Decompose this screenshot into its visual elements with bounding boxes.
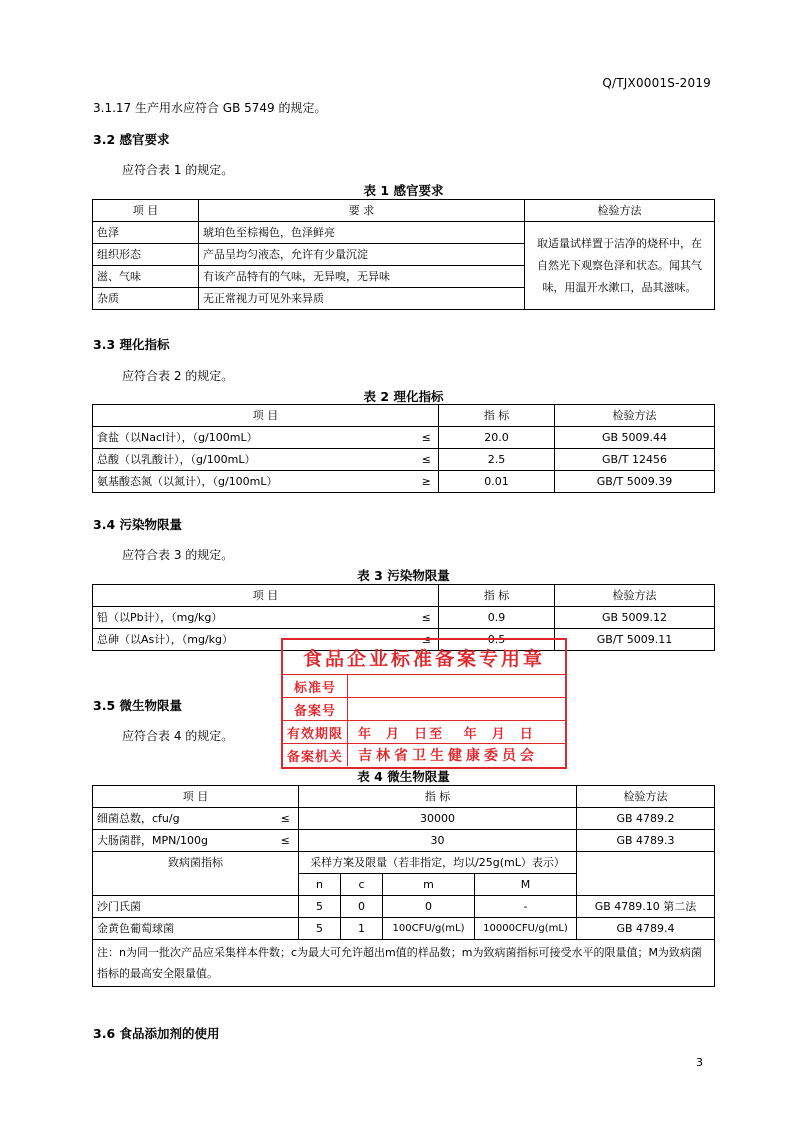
method-cell: GB 5009.44 [555,427,715,449]
requirement-cell: 产品呈均匀液态，允许有少量沉淀 [199,244,525,266]
page-number: 3 [696,1056,703,1069]
section-3-4-ref: 应符合表 3 的规定。 [122,548,234,562]
section-3-2-ref: 应符合表 1 的规定。 [122,163,234,177]
value-cell: 0.9 [439,607,555,629]
requirement-cell: 琥珀色至棕褐色，色泽鲜亮 [199,222,525,244]
value-cell: 0.5 [439,629,555,651]
header-method: 检验方法 [555,405,715,427]
section-3-5-title: 3.5 微生物限量 [93,698,182,713]
table-4-microbial [92,785,715,987]
value-cell: 30 [299,830,577,852]
section-3-4-title: 3.4 污染物限量 [93,517,182,532]
table-3-caption: 表 3 污染物限量 [357,568,450,583]
table-4-caption: 表 4 微生物限量 [357,769,450,784]
subheader-m: m [383,874,475,896]
stamp-validity-text: 年 月 日至 年 月 日 [358,726,535,742]
pathogen-label-cell: 致病菌指标 [93,852,299,896]
M-cell: - [475,896,577,918]
item-cell: 大肠菌群，MPN/100g [93,830,273,852]
stamp-row-record [283,697,565,720]
stamp-label-standard: 标准号 [283,675,348,697]
header-method: 检验方法 [525,200,715,222]
item-cell: 食盐（以Nacl计），（g/100mL） [93,427,415,449]
header-item: 项 目 [93,405,439,427]
table-row [93,918,715,940]
table-header-row [93,786,715,808]
operator-cell: ≤ [415,629,439,651]
table-1-sensory [92,199,715,310]
item-cell: 氨基酸态氮（以氮计），（g/100mL） [93,471,415,493]
m-cell: 100CFU/g(mL) [383,918,475,940]
method-cell: GB 4789.4 [577,918,715,940]
table-row [93,852,715,874]
table-header-row [93,200,715,222]
section-3-3-ref: 应符合表 2 的规定。 [122,369,234,383]
item-cell: 细菌总数，cfu/g [93,808,273,830]
operator-cell: ≤ [415,607,439,629]
sampling-label-cell: 采样方案及限量（若非指定，均以/25g(mL）表示） [299,852,577,874]
value-cell: 30000 [299,808,577,830]
table-row [93,471,715,493]
stamp-title: 食品企业标准备案专用章 [302,647,545,670]
item-cell: 总砷（以As计），（mg/kg） [93,629,415,651]
stamp-row-validity [283,720,565,743]
n-cell: 5 [299,896,341,918]
method-cell: 取适量试样置于洁净的烧杯中，在自然光下观察色泽和状态。闻其气味，用温开水漱口，品其滋味。 [525,222,715,310]
stamp-row-standard [283,674,565,697]
method-cell: GB/T 5009.39 [555,471,715,493]
subheader-c: c [341,874,383,896]
table-row [93,449,715,471]
stamp-authority-text: 吉林省卫生健康委员会 [358,748,538,764]
method-cell: GB 5009.12 [555,607,715,629]
value-cell: 2.5 [439,449,555,471]
item-cell: 滋、气味 [93,266,199,288]
subheader-n: n [299,874,341,896]
section-3-2-title: 3.2 感官要求 [93,132,170,147]
operator-cell: ≤ [273,830,299,852]
c-cell: 1 [341,918,383,940]
c-cell: 0 [341,896,383,918]
table-row [93,808,715,830]
header-item: 项 目 [93,786,299,808]
table-row [93,222,715,244]
item-cell: 总酸（以乳酸计），（g/100mL） [93,449,415,471]
item-cell: 铅（以Pb计），（mg/kg） [93,607,415,629]
method-cell: GB 4789.3 [577,830,715,852]
method-cell: GB 4789.10 第二法 [577,896,715,918]
empty-method-cell [577,852,715,896]
table-row [93,607,715,629]
operator-cell: ≤ [415,427,439,449]
header-index: 指 标 [439,585,555,607]
requirement-cell: 有该产品特有的气味，无异嗅，无异味 [199,266,525,288]
item-cell: 色泽 [93,222,199,244]
section-3-3-title: 3.3 理化指标 [93,337,170,352]
value-cell: 0.01 [439,471,555,493]
M-cell: 10000CFU/g(mL) [475,918,577,940]
table-row [93,830,715,852]
stamp-label-authority: 备案机关 [283,744,348,766]
table-2-caption: 表 2 理化指标 [363,389,444,404]
header-item: 项 目 [93,585,439,607]
section-3-6-title: 3.6 食品添加剂的使用 [93,1026,220,1041]
header-method: 检验方法 [577,786,715,808]
method-cell: GB/T 5009.11 [555,629,715,651]
subheader-M: M [475,874,577,896]
operator-cell: ≤ [415,449,439,471]
table-1-caption: 表 1 感官要求 [363,183,444,198]
clause-3-1-17: 3.1.17 生产用水应符合 GB 5749 的规定。 [93,101,327,115]
pathogen-name-cell: 金黄色葡萄球菌 [93,918,299,940]
table-row [93,896,715,918]
stamp-label-record: 备案号 [283,698,348,720]
requirement-cell: 无正常视力可见外来异质 [199,288,525,310]
filing-seal-stamp [281,638,567,769]
operator-cell: ≤ [273,808,299,830]
table-note: 注：n为同一批次产品应采集样本件数；c为最大可允许超出m值的样品数；m为致病菌指标可接受水平的限量值；M为致病菌指标的最高安全限量值。 [93,940,715,987]
operator-cell: ≥ [415,471,439,493]
item-cell: 杂质 [93,288,199,310]
header-index: 指 标 [299,786,577,808]
table-header-row [93,585,715,607]
header-requirement: 要 求 [199,200,525,222]
section-3-5-ref: 应符合表 4 的规定。 [122,729,234,743]
n-cell: 5 [299,918,341,940]
method-cell: GB 4789.2 [577,808,715,830]
pathogen-name-cell: 沙门氏菌 [93,896,299,918]
header-method: 检验方法 [555,585,715,607]
table-2-physicochemical [92,404,715,493]
m-cell: 0 [383,896,475,918]
stamp-label-validity: 有效期限 [283,721,348,743]
stamp-row-authority [283,743,565,766]
method-cell: GB/T 12456 [555,449,715,471]
table-note-row [93,940,715,987]
value-cell: 20.0 [439,427,555,449]
header-item: 项 目 [93,200,199,222]
table-row [93,427,715,449]
item-cell: 组织形态 [93,244,199,266]
document-code: Q/TJX0001S-2019 [602,76,711,90]
table-header-row [93,405,715,427]
header-index: 指 标 [439,405,555,427]
